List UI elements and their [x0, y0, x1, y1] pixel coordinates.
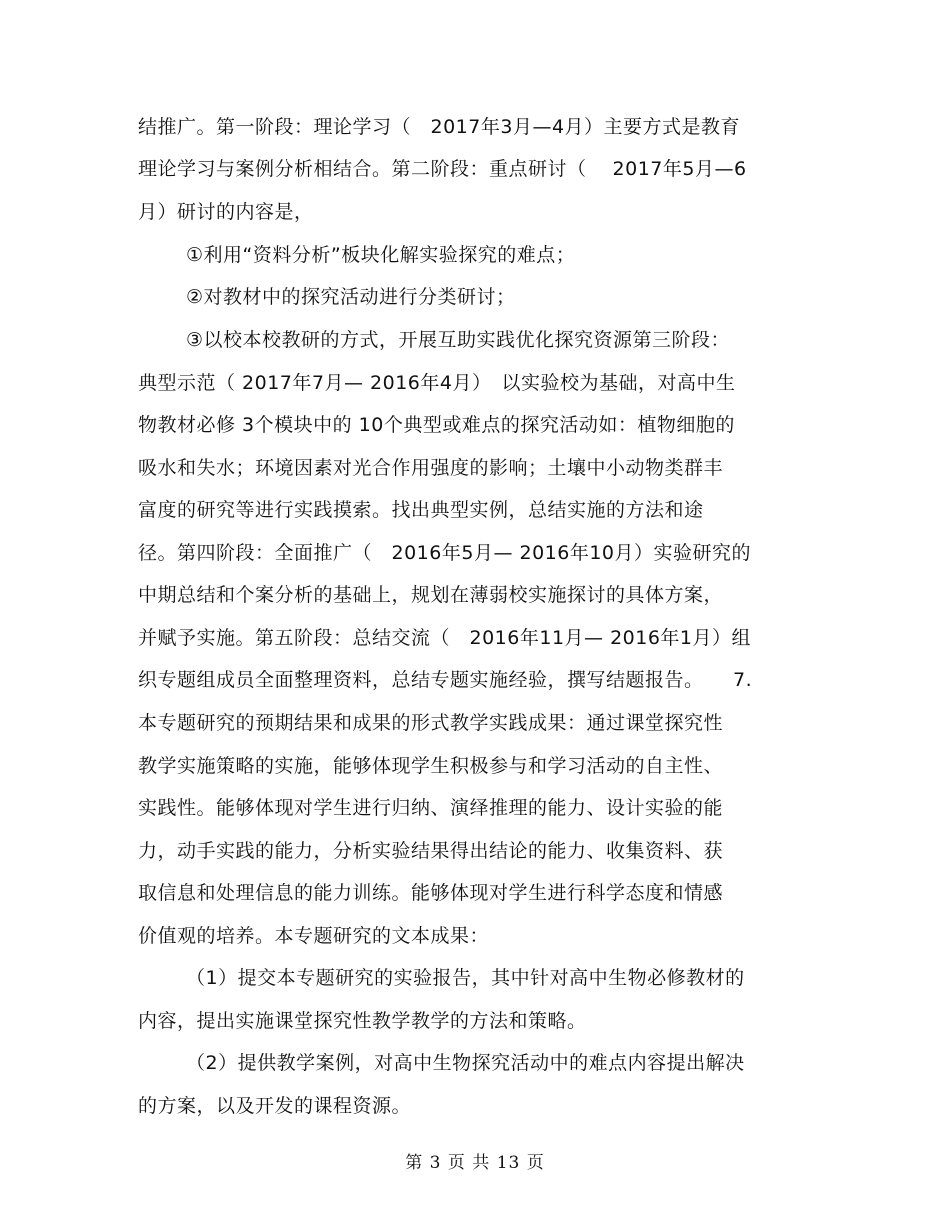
- text-line: 理论学习与案例分析相结合。第二阶段：重点研讨（ 2017年5月—6: [138, 158, 747, 180]
- text-line: 典型示范（ 2017年7月— 2016年4月） 以实验校为基础，对高中生: [138, 372, 736, 394]
- text-line: 结推广。第一阶段：理论学习（ 2017年3月—4月）主要方式是教育: [138, 116, 741, 138]
- text-line: 教学实施策略的实施，能够体现学生积极参与和学习活动的自主性、: [138, 755, 724, 777]
- text-line: 力，动手实践的能力，分析实验结果得出结论的能力、收集资料、获: [138, 840, 724, 862]
- text-line: 价值观的培养。本专题研究的文本成果：: [138, 925, 490, 947]
- list-item: （1）提交本专题研究的实验报告，其中针对高中生物必修教材的: [186, 967, 745, 989]
- text-line: 物教材必修 3个模块中的 10个典型或难点的探究活动如：植物细胞的: [138, 414, 735, 436]
- list-item: ③以校本校教研的方式，开展互助实践优化探究资源第三阶段：: [186, 329, 731, 351]
- text-line: 富度的研究等进行实践摸索。找出典型实例，总结实施的方法和途: [138, 499, 704, 521]
- text-line: 内容，提出实施课堂探究性教学教学的方法和策略。: [138, 1010, 587, 1032]
- text-line: 并赋予实施。第五阶段：总结交流（ 2016年11月— 2016年1月）组: [138, 627, 752, 649]
- text-line: 中期总结和个案分析的基础上，规划在薄弱校实施探讨的具体方案，: [138, 584, 724, 606]
- text-line: 织专题组成员全面整理资料，总结专题实施经验，撰写结题报告。 7.: [138, 669, 753, 691]
- list-item: ②对教材中的探究活动进行分类研讨；: [186, 286, 516, 308]
- text-line: 本专题研究的预期结果和成果的形式教学实践成果：通过课堂探究性: [138, 712, 724, 734]
- text-line: 的方案，以及开发的课程资源。: [138, 1095, 412, 1117]
- text-line: 月）研讨的内容是，: [138, 201, 314, 223]
- list-item: ①利用“资料分析”板块化解实验探究的难点；: [186, 244, 576, 266]
- list-item: （2）提供教学案例，对高中生物探究活动中的难点内容提出解决: [186, 1052, 745, 1074]
- text-line: 径。第四阶段：全面推广（ 2016年5月— 2016年10月）实验研究的: [138, 542, 752, 564]
- text-line: 取信息和处理信息的能力训练。能够体现对学生进行科学态度和情感: [138, 882, 724, 904]
- text-line: 吸水和失水；环境因素对光合作用强度的影响；土壤中小动物类群丰: [138, 457, 724, 479]
- text-line: 实践性。能够体现对学生进行归纳、演绎推理的能力、设计实验的能: [138, 797, 724, 819]
- page-number: 第 3 页 共 13 页: [405, 1153, 545, 1173]
